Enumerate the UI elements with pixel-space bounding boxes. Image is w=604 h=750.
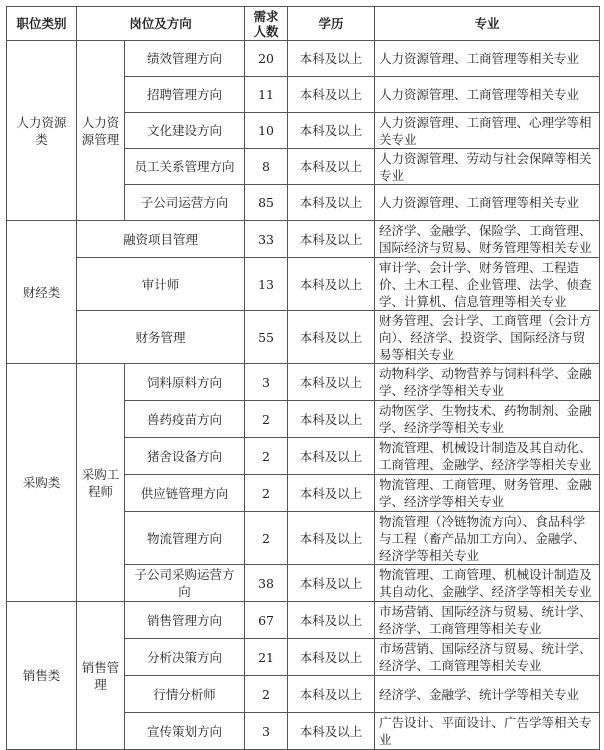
major-cell: 物流管理（冷链物流方向）、食品科学与工程（畜产品加工方向）、金融学、经济学等相关专业 — [375, 512, 600, 565]
major-cell: 经济学、金融学、统计学等相关专业 — [375, 676, 600, 713]
recruitment-table — [6, 6, 600, 750]
header-count: 需求人数 — [245, 7, 288, 41]
education-cell: 本科及以上 — [288, 221, 375, 258]
education-cell: 本科及以上 — [288, 77, 375, 113]
education-cell: 本科及以上 — [288, 475, 375, 512]
direction-cell: 供应链管理方向 — [125, 475, 245, 512]
direction-cell: 物流管理方向 — [125, 512, 245, 565]
direction-cell: 财务管理 — [77, 311, 245, 364]
direction-cell: 饲料原料方向 — [125, 364, 245, 401]
count-cell: 33 — [245, 221, 288, 258]
direction-cell: 绩效管理方向 — [125, 41, 245, 77]
major-cell: 人力资源管理、工商管理等相关专业 — [375, 185, 600, 221]
count-cell: 20 — [245, 41, 288, 77]
major-cell: 动物医学、生物技术、药物制剂、金融学、经济学等相关专业 — [375, 401, 600, 438]
direction-cell: 融资项目管理 — [77, 221, 245, 258]
table-row — [7, 258, 600, 311]
major-cell: 广告设计、平面设计、广告学等相关专业 — [375, 713, 600, 750]
education-cell: 本科及以上 — [288, 113, 375, 149]
header-major: 专业 — [375, 7, 600, 41]
table-row — [7, 41, 600, 77]
major-cell: 审计学、会计学、财务管理、工程造价、土木工程、企业管理、法学、侦查学、计算机、信息管理等相关专业 — [375, 258, 600, 311]
major-cell: 财务管理、会计学、工商管理（会计方向）、经济学、投资学、国际经济与贸易等相关专业 — [375, 311, 600, 364]
major-cell: 动物科学、动物营养与饲料科学、金融学、经济学等相关专业 — [375, 364, 600, 401]
count-cell: 2 — [245, 676, 288, 713]
major-cell: 物流管理、工商管理、财务管理、金融学、经济学等相关专业 — [375, 475, 600, 512]
table-row — [7, 602, 600, 639]
education-cell: 本科及以上 — [288, 258, 375, 311]
education-cell: 本科及以上 — [288, 185, 375, 221]
count-cell: 38 — [245, 565, 288, 602]
direction-cell: 员工关系管理方向 — [125, 149, 245, 185]
education-cell: 本科及以上 — [288, 149, 375, 185]
major-cell: 人力资源管理、工商管理等相关专业 — [375, 77, 600, 113]
major-cell: 市场营销、国际经济与贸易、统计学、经济学、工商管理等相关专业 — [375, 639, 600, 676]
count-cell: 21 — [245, 639, 288, 676]
major-cell: 物流管理、机械设计制造及其自动化、工商管理、金融学、经济学等相关专业 — [375, 438, 600, 475]
education-cell: 本科及以上 — [288, 565, 375, 602]
count-cell: 2 — [245, 438, 288, 475]
category-cell: 财经类 — [7, 221, 77, 364]
count-cell: 2 — [245, 401, 288, 438]
direction-cell: 宣传策划方向 — [125, 713, 245, 750]
education-cell: 本科及以上 — [288, 364, 375, 401]
table-row — [7, 221, 600, 258]
education-cell: 本科及以上 — [288, 639, 375, 676]
count-cell: 3 — [245, 364, 288, 401]
header-education: 学历 — [288, 7, 375, 41]
major-cell: 市场营销、国际经济与贸易、统计学、经济学、工商管理等相关专业 — [375, 602, 600, 639]
education-cell: 本科及以上 — [288, 41, 375, 77]
header-row — [7, 7, 600, 41]
subgroup-cell: 采购工程师 — [77, 364, 125, 602]
major-cell: 物流管理、工商管理、机械设计制造及其自动化、金融学、经济学等相关专业 — [375, 565, 600, 602]
count-cell: 3 — [245, 713, 288, 750]
education-cell: 本科及以上 — [288, 438, 375, 475]
direction-cell: 分析决策方向 — [125, 639, 245, 676]
count-cell: 67 — [245, 602, 288, 639]
major-cell: 人力资源管理、工商管理等相关专业 — [375, 41, 600, 77]
count-cell: 2 — [245, 512, 288, 565]
header-position: 岗位及方向 — [77, 7, 245, 41]
major-cell: 经济学、金融学、保险学、工商管理、国际经济与贸易、财务管理等相关专业 — [375, 221, 600, 258]
education-cell: 本科及以上 — [288, 713, 375, 750]
direction-cell: 销售管理方向 — [125, 602, 245, 639]
subgroup-cell: 销售管理 — [77, 602, 125, 750]
count-cell: 85 — [245, 185, 288, 221]
count-cell: 13 — [245, 258, 288, 311]
table-row — [7, 364, 600, 401]
subgroup-cell: 人力资源管理 — [77, 41, 125, 221]
count-cell: 8 — [245, 149, 288, 185]
header-category: 职位类别 — [7, 7, 77, 41]
count-cell: 55 — [245, 311, 288, 364]
direction-cell: 子公司运营方向 — [125, 185, 245, 221]
education-cell: 本科及以上 — [288, 676, 375, 713]
count-cell: 2 — [245, 475, 288, 512]
education-cell: 本科及以上 — [288, 602, 375, 639]
direction-cell: 审计师 — [77, 258, 245, 311]
category-cell: 采购类 — [7, 364, 77, 602]
direction-cell: 行情分析师 — [125, 676, 245, 713]
direction-cell: 招聘管理方向 — [125, 77, 245, 113]
direction-cell: 猪舍设备方向 — [125, 438, 245, 475]
education-cell: 本科及以上 — [288, 311, 375, 364]
education-cell: 本科及以上 — [288, 512, 375, 565]
category-cell: 销售类 — [7, 602, 77, 750]
direction-cell: 子公司采购运营方向 — [125, 565, 245, 602]
category-cell: 人力资源类 — [7, 41, 77, 221]
count-cell: 11 — [245, 77, 288, 113]
major-cell: 人力资源管理、劳动与社会保障等相关专业 — [375, 149, 600, 185]
count-cell: 10 — [245, 113, 288, 149]
table-row — [7, 311, 600, 364]
education-cell: 本科及以上 — [288, 401, 375, 438]
major-cell: 人力资源管理、工商管理、心理学等相关专业 — [375, 113, 600, 149]
direction-cell: 文化建设方向 — [125, 113, 245, 149]
direction-cell: 兽药疫苗方向 — [125, 401, 245, 438]
